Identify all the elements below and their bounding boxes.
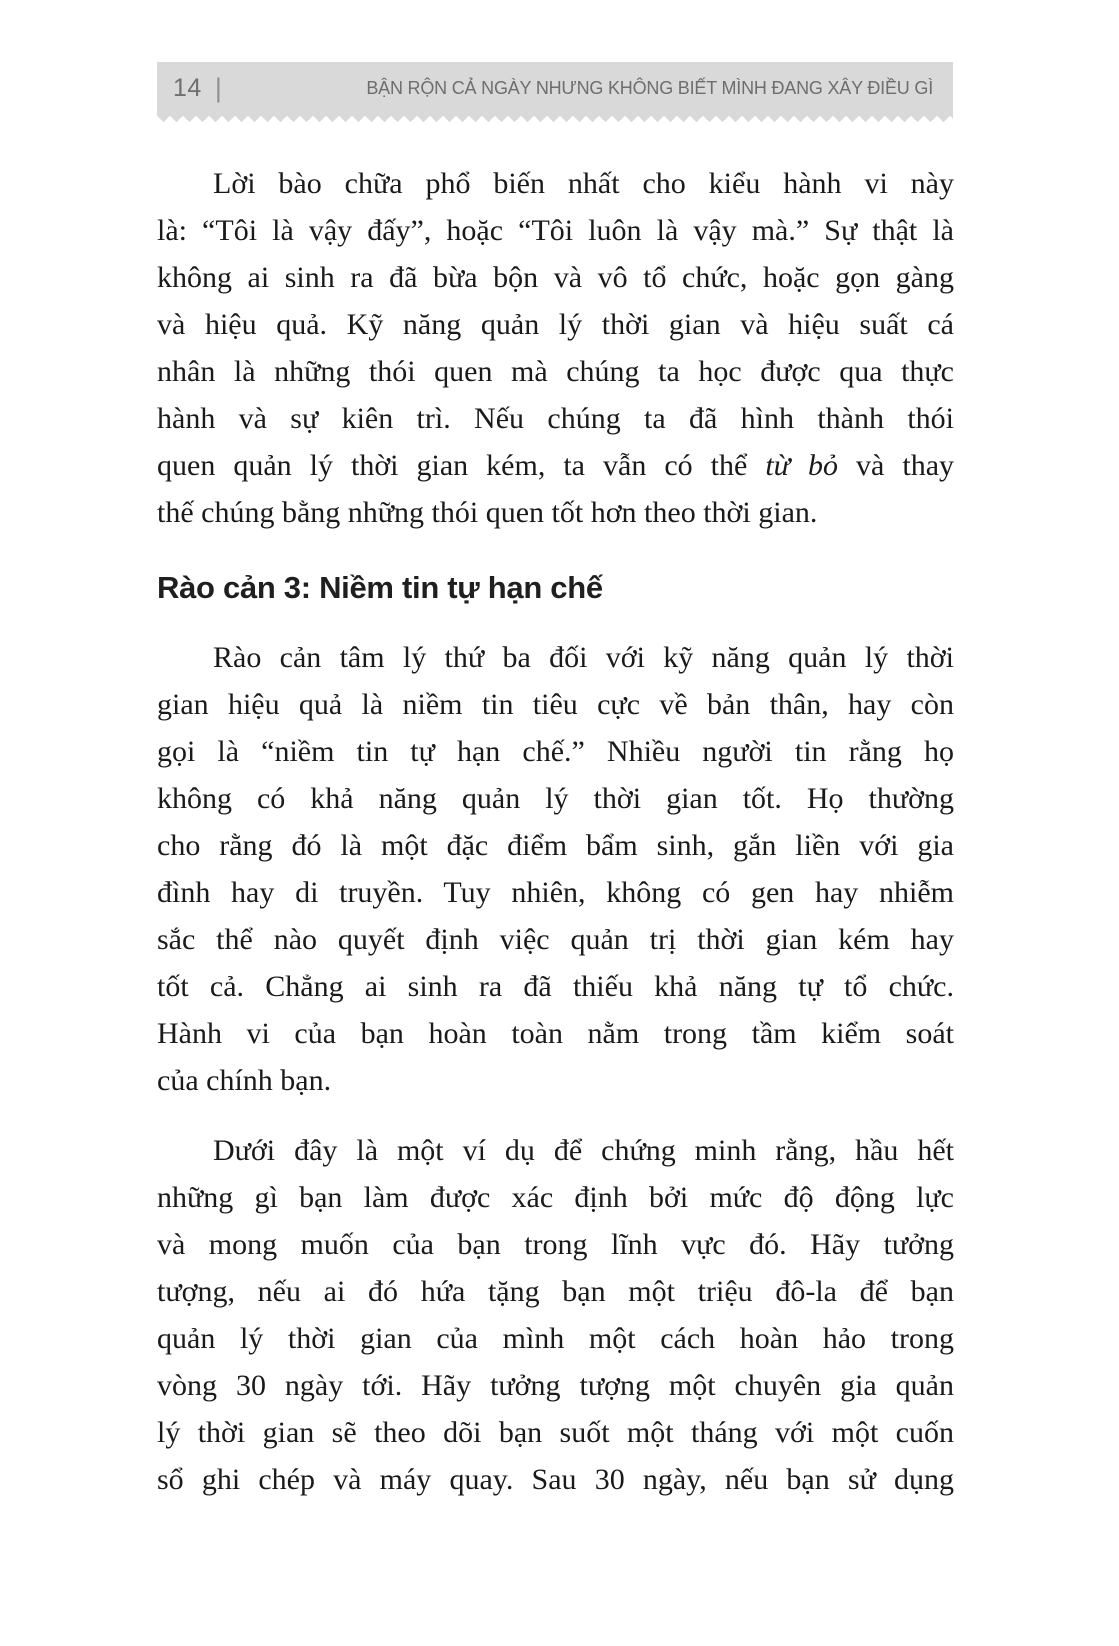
text-line — [157, 489, 954, 536]
text-segment: gọi là “niềm tin tự hạn chế.” Nhiều người tin rằng họ — [157, 735, 954, 768]
text-segment: những gì bạn làm được xác định bởi mức độ động lực — [157, 1181, 954, 1214]
page-content — [157, 160, 954, 1503]
text-segment: không có khả năng quản lý thời gian tốt. Họ thường — [157, 782, 954, 815]
text-line — [157, 1362, 954, 1409]
text-segment: thế chúng bằng những thói quen tốt hơn theo thời gian. — [157, 496, 818, 529]
text-line — [157, 1221, 954, 1268]
header-band-sawtooth-edge — [157, 115, 953, 122]
header-band — [157, 62, 953, 115]
text-line — [157, 1057, 954, 1104]
paragraph — [157, 634, 954, 1104]
text-line — [157, 916, 954, 963]
text-segment: vòng 30 ngày tới. Hãy tưởng tượng một chuyên gia quản — [157, 1369, 954, 1402]
text-segment: lý thời gian sẽ theo dõi bạn suốt một tháng với một cuốn — [157, 1416, 954, 1449]
text-segment: Hành vi của bạn hoàn toàn nằm trong tầm kiểm soát — [157, 1017, 954, 1050]
text-line — [157, 442, 954, 489]
text-segment: Lời bào chữa phổ biến nhất cho kiểu hành vi này — [213, 167, 954, 200]
italic-text-segment: từ bỏ — [765, 449, 839, 482]
text-segment: gian hiệu quả là niềm tin tiêu cực về bản thân, hay còn — [157, 688, 954, 721]
page-number-separator: | — [214, 73, 222, 103]
section-heading: Rào cản 3: Niềm tin tự hạn chế — [157, 570, 603, 605]
text-segment: Rào cản tâm lý thứ ba đối với kỹ năng quản lý thời — [213, 641, 954, 674]
text-segment: và hiệu quả. Kỹ năng quản lý thời gian và hiệu suất cá — [157, 308, 954, 341]
text-line — [157, 1409, 954, 1456]
text-segment: tốt cả. Chẳng ai sinh ra đã thiếu khả năng tự tổ chức. — [157, 970, 954, 1003]
text-segment: và thay — [838, 449, 955, 482]
text-line — [157, 254, 954, 301]
text-line — [157, 634, 954, 681]
text-segment: quản lý thời gian của mình một cách hoàn hảo trong — [157, 1322, 954, 1355]
text-segment: Dưới đây là một ví dụ để chứng minh rằng, hầu hết — [213, 1134, 954, 1167]
text-line — [157, 207, 954, 254]
text-segment: không ai sinh ra đã bừa bộn và vô tổ chức, hoặc gọn gàng — [157, 261, 954, 294]
running-head: BẬN RỘN CẢ NGÀY NHƯNG KHÔNG BIẾT MÌNH ĐANG XÂY ĐIỀU GÌ — [366, 78, 933, 98]
text-segment: là: “Tôi là vậy đấy”, hoặc “Tôi luôn là vậy mà.” Sự thật là — [157, 214, 954, 247]
text-segment: hành và sự kiên trì. Nếu chúng ta đã hình thành thói — [157, 402, 954, 435]
text-segment: quen quản lý thời gian kém, ta vẫn có thể — [157, 449, 766, 482]
text-segment: sắc thể nào quyết định việc quản trị thời gian kém hay — [157, 923, 954, 956]
text-segment: của chính bạn. — [157, 1064, 332, 1097]
text-line — [157, 822, 954, 869]
text-line — [157, 301, 954, 348]
text-line — [157, 395, 954, 442]
text-line — [157, 775, 954, 822]
text-segment: và mong muốn của bạn trong lĩnh vực đó. Hãy tưởng — [157, 1228, 954, 1261]
page-number: 14 — [173, 74, 202, 102]
text-line — [157, 963, 954, 1010]
text-segment: nhân là những thói quen mà chúng ta học được qua thực — [157, 355, 954, 388]
text-segment: cho rằng đó là một đặc điểm bẩm sinh, gắn liền với gia — [157, 829, 954, 862]
text-line — [157, 1127, 954, 1174]
paragraph — [157, 1127, 954, 1503]
text-segment: tượng, nếu ai đó hứa tặng bạn một triệu đô-la để bạn — [157, 1275, 954, 1308]
page-header — [157, 62, 953, 122]
text-line — [157, 1010, 954, 1057]
text-line — [157, 1174, 954, 1221]
text-line — [157, 1268, 954, 1315]
text-line — [157, 1315, 954, 1362]
text-line — [157, 681, 954, 728]
text-line — [157, 1456, 954, 1503]
paragraph — [157, 160, 954, 536]
text-line — [157, 160, 954, 207]
text-segment: đình hay di truyền. Tuy nhiên, không có gen hay nhiễm — [157, 876, 954, 909]
text-line — [157, 348, 954, 395]
text-line — [157, 869, 954, 916]
text-segment: sổ ghi chép và máy quay. Sau 30 ngày, nếu bạn sử dụng — [157, 1463, 954, 1496]
text-line — [157, 728, 954, 775]
